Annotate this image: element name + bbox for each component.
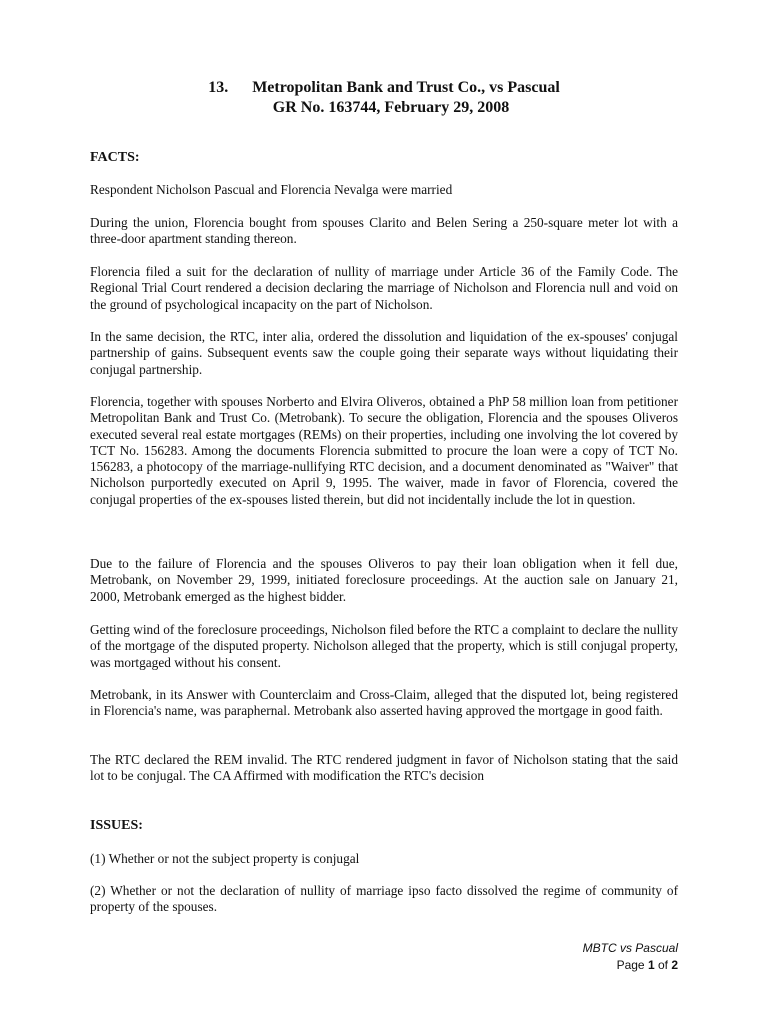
issue-item-1: (1) Whether or not the subject property is conjugal bbox=[90, 851, 360, 866]
facts-heading: FACTS: bbox=[90, 150, 140, 165]
facts-paragraph-6: Due to the failure of Florencia and the spouses Oliveros to pay their loan obligation when it fell due, Metrobank, on November 29, 1999, initiated foreclosure proceedings. At the auction sale on January 21, 2000, Metrobank emerged as the highest bidder. bbox=[90, 556, 678, 604]
page-current: 1 bbox=[647, 958, 655, 972]
facts-paragraph-4: In the same decision, the RTC, inter alia, ordered the dissolution and liquidation of the ex-spouses' conjugal partnership of gains. Subsequent events saw the couple going their separate ways without liquidating their conjugal partnership. bbox=[90, 329, 678, 377]
facts-paragraph-8: Metrobank, in its Answer with Counterclaim and Cross-Claim, alleged that the disputed lot, being registered in Florencia's name, was paraphernal. Metrobank also asserted having approved the mortgage in good faith. bbox=[90, 687, 678, 719]
facts-paragraph-9: The RTC declared the REM invalid. The RTC rendered judgment in favor of Nicholson stating that the said lot to be conjugal. The CA Affirmed with modification the RTC's decision bbox=[90, 752, 678, 784]
facts-paragraph-2: During the union, Florencia bought from spouses Clarito and Belen Sering a 250-square meter lot with a three-door apartment standing thereon. bbox=[90, 215, 678, 247]
page-footer bbox=[583, 940, 678, 974]
issue-item-2: (2) Whether or not the declaration of nullity of marriage ipso facto dissolved the regime of community of property of the spouses. bbox=[90, 883, 678, 915]
page-indicator bbox=[583, 957, 678, 974]
case-title: Metropolitan Bank and Trust Co., vs Pascual bbox=[252, 79, 560, 96]
page-total: 2 bbox=[671, 958, 678, 972]
facts-paragraph-5: Florencia, together with spouses Norberto and Elvira Oliveros, obtained a PhP 58 million loan from petitioner Metropolitan Bank and Trust Co. (Metrobank). To secure the obligation, Florencia and the spouses Oliveros executed several real estate mortgages (REMs) on their properties, including one involving the lot covered by TCT No. 156283. Among the documents Florencia submitted to procure the loan were a copy of TCT No. 156283, a photocopy of the marriage-nullifying RTC decision, and a document denominated as "Waiver" that Nicholson purportedly executed on April 9, 1995. The waiver, made in favor of Florencia, covered the conjugal properties of the ex-spouses listed therein, but did not incidentally include the lot in question. bbox=[90, 394, 678, 507]
facts-paragraph-7: Getting wind of the foreclosure proceedings, Nicholson filed before the RTC a complaint to declare the nullity of the mortgage of the disputed property. Nicholson alleged that the property, which is still conjugal property, was mortgaged without his consent. bbox=[90, 622, 678, 670]
document-body bbox=[90, 0, 678, 1024]
page-prefix: Page bbox=[616, 958, 648, 972]
case-number: 13. bbox=[208, 79, 229, 96]
page-of: of bbox=[654, 958, 672, 972]
footer-document-label: MBTC vs Pascual bbox=[582, 941, 678, 955]
issues-heading: ISSUES: bbox=[90, 818, 143, 833]
case-citation: GR No. 163744, February 29, 2008 bbox=[272, 99, 510, 116]
facts-paragraph-1: Respondent Nicholson Pascual and Florencia Nevalga were married bbox=[90, 182, 453, 197]
facts-paragraph-3: Florencia filed a suit for the declaration of nullity of marriage under Article 36 of the Family Code. The Regional Trial Court rendered a decision declaring the marriage of Nicholson and Florencia null and void on the ground of psychological incapacity on the part of Nicholson. bbox=[90, 264, 678, 312]
